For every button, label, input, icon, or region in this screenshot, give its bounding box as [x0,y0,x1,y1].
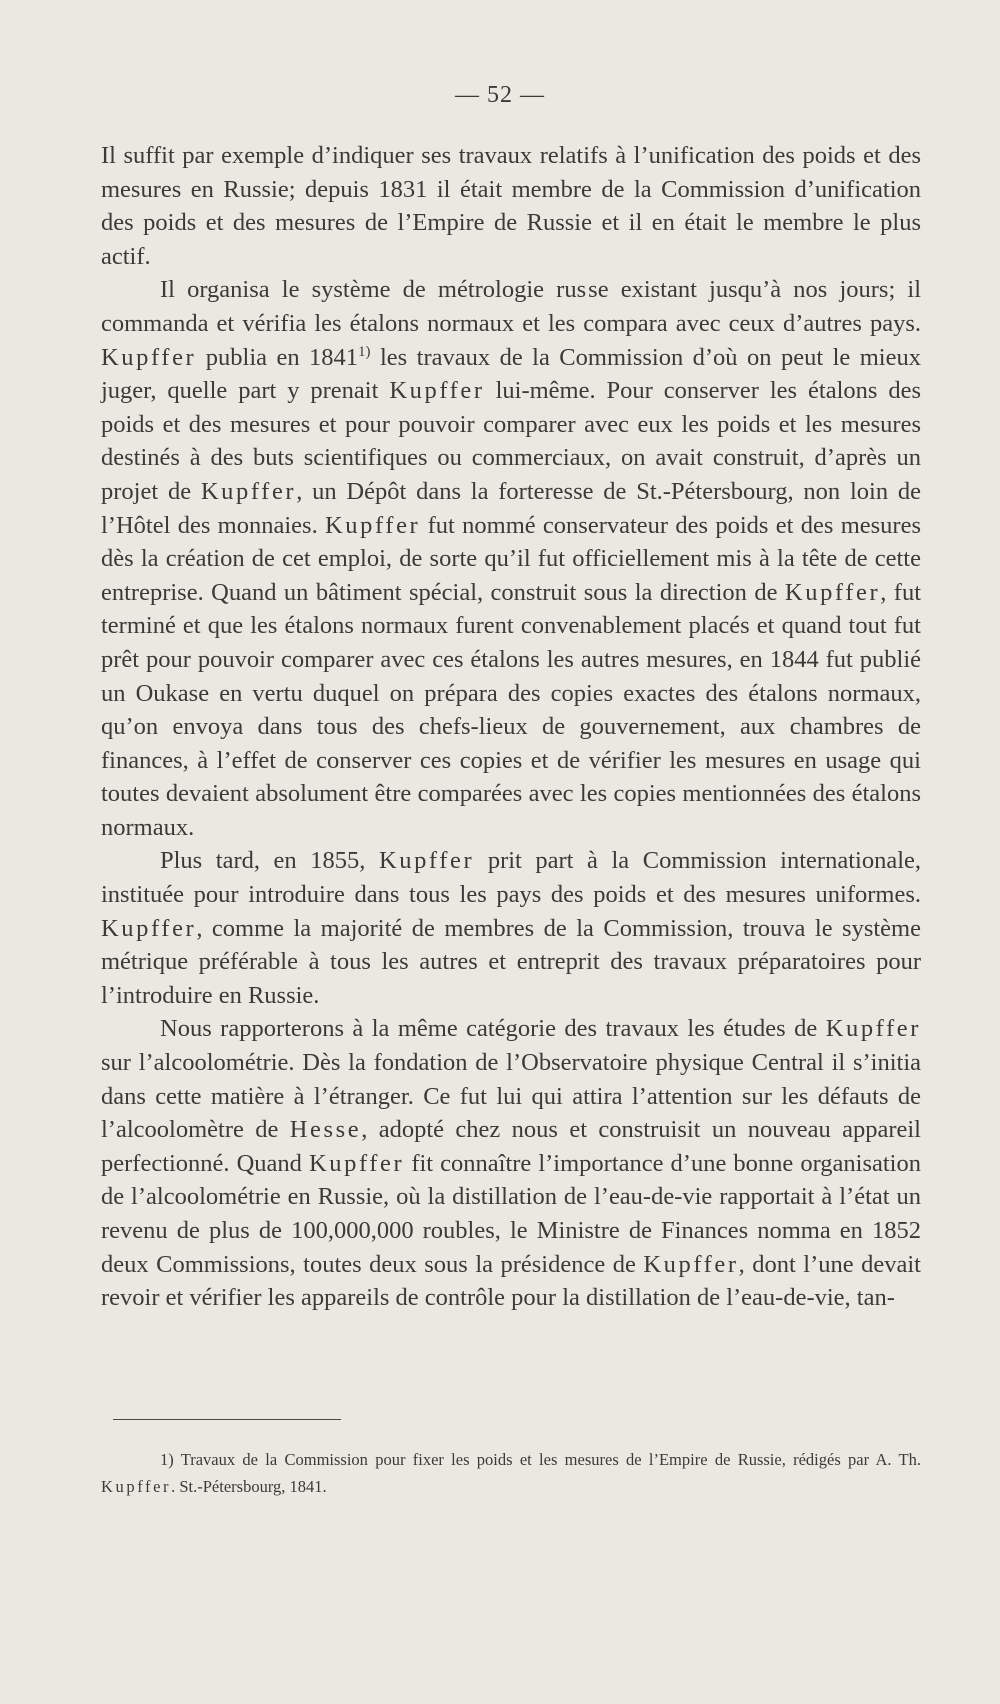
footnote-divider [113,1419,341,1420]
author-name: Kupffer [325,511,421,539]
text-run: les travaux de la Commission d’où on peut le mieux juger, quelle part y prenait [101,343,921,405]
footnote [101,1446,921,1500]
text-run: fit connaître l’importance d’une bonne organisation de l’alcoolométrie en Russie, où la distillation de l’eau-de-vie rapportait à l’état un revenu de plus de 100,000,000 roubles, le Ministre de Finances nomma en 1852 deux Commissions, toutes deux sous la présidence de [101,1149,921,1278]
text-run: , fut terminé et que les étalons normaux furent convenablement placés et quand tout fut prêt pour pouvoir comparer avec ces étalons les autres mesures, en 1844 fut publié un Oukase en vertu duquel on prépara des copies exactes des étalons normaux, qu’on envoya dans tous des chefs-lieux de gouvernement, aux chambres de finances, à l’effet de conserver ces copies et de vérifier les mesures en usage qui toutes devaient absolument être comparées avec les copies mentionnées des étalons normaux. [101,578,922,841]
text-run: prit part à la Commission internationale, instituée pour introduire dans tous les pays des poids et des mesures uniformes. [101,847,921,909]
author-name: Kupffer [643,1250,739,1278]
text-run: Plus tard, en 1855, [160,847,379,875]
author-name: Kupffer [101,343,197,371]
text-run: sur l’alcoolométrie. Dès la fondation de l’Observatoire physique Central il s’initia dans cette matière à l’étranger. Ce fut lui qui attira l’attention sur les défauts de l’alcoolomètre de [101,1049,921,1144]
paragraph-3 [101,844,921,1012]
text-run: 1) Travaux de la Commission pour fixer les poids et les mesures de l’Empire de Russie, rédigés par A. Th. [160,1450,921,1469]
author-name: Kupffer [101,914,197,942]
text-run: publia en 1841 [196,343,359,371]
author-name: Kupffer [101,1477,172,1496]
text-run: fut nommé conservateur des poids et des mesures dès la création de cet emploi, de sorte qu’il fut officiellement mis à la tête de cette entreprise. Quand un bâtiment spécial, construit sous la direction de [101,511,921,606]
text-run: , un Dépôt dans la forteresse de St.-Pétersbourg, non loin de l’Hôtel des monnaies. [101,477,922,539]
author-name: Kupffer [378,847,475,875]
author-name: Kupffer [200,477,297,505]
footnote-reference: 1) [358,343,371,360]
author-name: Kupffer [784,578,881,606]
page-number: — 52 — [455,82,545,108]
author-name: Hesse [289,1116,362,1144]
text-run: Il suffit par exemple d’indiquer ses travaux relatifs à l’unification des poids et des mesures en Russie; depuis 1831 il était membre de la Commission d’unification des poids et des mesures de l’Empire de Russie et il en était le membre le plus actif. [101,142,921,270]
text-run: , dont l’une devait revoir et vérifier les appareils de contrôle pour la distillation de l’eau-de-vie, tan- [101,1250,921,1312]
author-name: Kupffer [825,1015,921,1043]
text-run: Nous rapporterons à la même catégorie des travaux les études de [160,1015,826,1043]
text-run: Il organisa le système de métrologie rus se existant jusqu’à nos jours; il commanda et vérifia les étalons normaux et les compara avec ceux d’autres pays. [101,276,921,337]
author-name: Kupffer [308,1149,405,1177]
paragraph-4 [101,1012,921,1314]
text-run: lui-même. Pour conserver les étalons des poids et des mesures et pour pouvoir comparer avec eux les poids et les mesures destinés à des buts scientifiques ou commerciaux, on avait construit, d’après un projet de [101,377,921,505]
text-run: . St.-Pétersbourg, 1841. [171,1477,327,1496]
text-run: , comme la majorité de membres de la Commission, trouva le système métrique préférable à tous les autres et entreprit des travaux préparatoires pour l’introduire en Russie. [101,914,921,1009]
paragraph-1 [101,139,921,273]
body-text [101,139,921,1315]
author-name: Kupffer [389,377,485,405]
paragraph-2 [101,273,921,844]
text-run: , adopté chez nous et construisit un nouveau appareil perfectionné. Quand [101,1116,921,1177]
